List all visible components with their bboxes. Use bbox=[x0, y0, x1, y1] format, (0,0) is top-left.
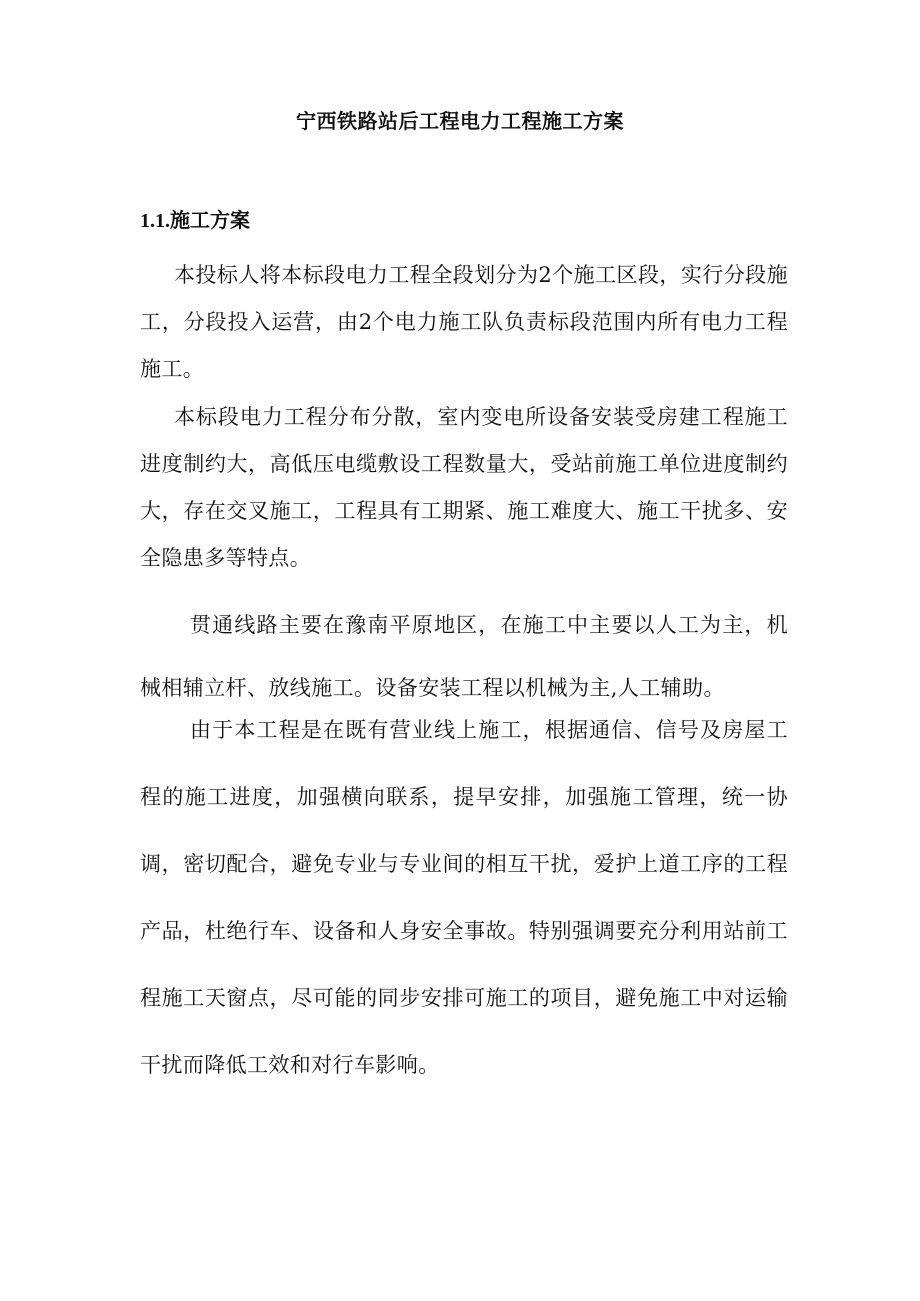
paragraph-4: 由于本工程是在既有营业线上施工，根据通信、信号及房屋工程的施工进度，加强横向联系，提早安排，加强施工管理，统一协调，密切配合，避免专业与专业间的相互干扰，爱护上道工序的工程产品，杜绝行车、设备和人身安全事故。特别强调要充分利用站前工程施工天窗点，尽可能的同步安排可施工的项目，避免施工中对运输干扰而降低工效和对行车影响。 bbox=[140, 718, 788, 1077]
document-title: 宁西铁路站后工程电力工程施工方案 bbox=[296, 109, 624, 133]
section-heading-text: 施工方案 bbox=[170, 208, 250, 232]
section-heading bbox=[140, 205, 250, 236]
paragraph-3: 贯通线路主要在豫南平原地区，在施工中主要以人工为主，机械相辅立杆、放线施工。设备安装工程以机械为主,人工辅助。 bbox=[140, 613, 788, 700]
paragraph-2: 本标段电力工程分布分散，室内变电所设备安装受房建工程施工进度制约大，高低压电缆敷设工程数量大，受站前施工单位进度制约大，存在交叉施工，工程具有工期紧、施工难度大、施工干扰多、安全隐患多等特点。 bbox=[140, 405, 788, 570]
paragraph-1: 本投标人将本标段电力工程全段划分为2个施工区段，实行分段施工，分段投入运营，由2个电力施工队负责标段范围内所有电力工程施工。 bbox=[140, 263, 788, 381]
section-number: 1.1. bbox=[140, 210, 170, 232]
